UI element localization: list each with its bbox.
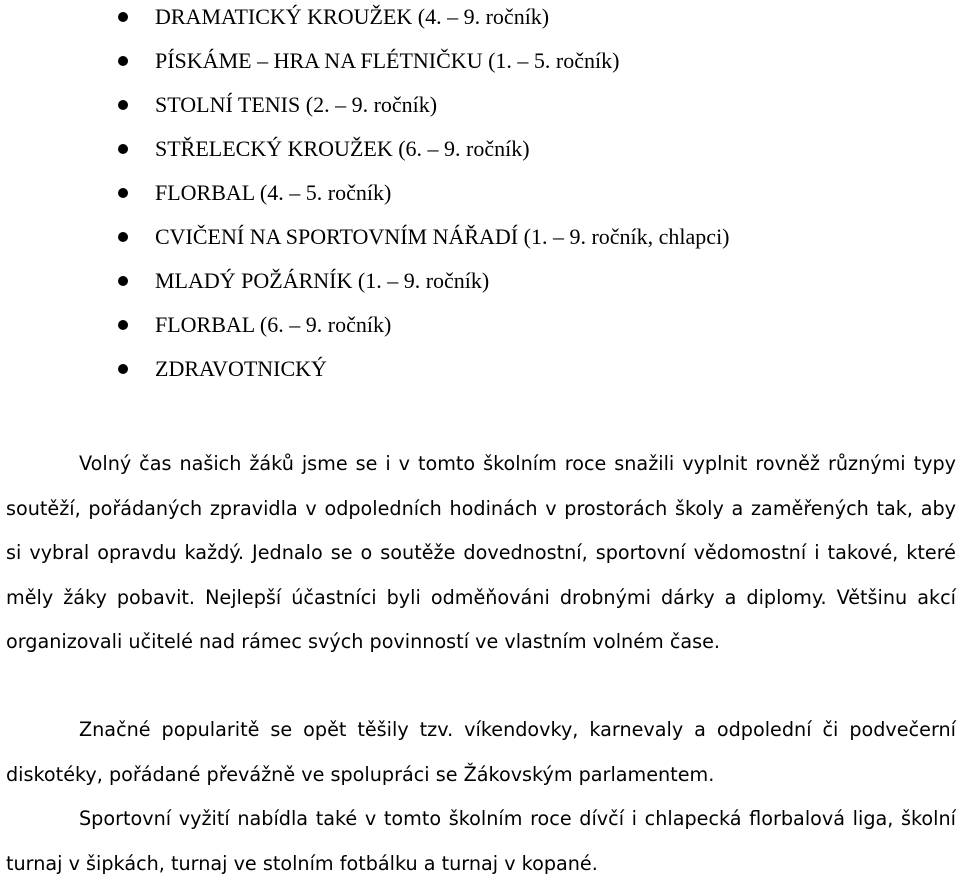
list-item — [0, 264, 960, 298]
list-item-text: FLORBAL (6. – 9. ročník) — [155, 312, 392, 337]
bullet-icon — [118, 100, 128, 110]
bullet-icon — [118, 364, 128, 374]
bullet-icon — [118, 232, 128, 242]
bullet-icon — [118, 12, 128, 22]
list-item-text: STŘELECKÝ KROUŽEK (6. – 9. ročník) — [155, 136, 530, 161]
list-item — [0, 132, 960, 166]
bullet-icon — [118, 56, 128, 66]
paragraph-leisure-competitions: Volný čas našich žáků jsme se i v tomto školním roce snažili vyplnit rovněž různými typy soutěží, pořádaných zpravidla v odpoledních hodinách v prostorách školy a zaměřených tak, aby si vybral opravdu každý. Jednalo se o soutěže dovednostní, sportovní vědomostní i takové, které měly žáky pobavit. Nejlepší účastníci byli odměňováni drobnými dárky a diplomy. Většinu akcí organizovali učitelé nad rámec svých povinností ve vlastním volném čase. — [6, 452, 956, 653]
bullet-icon — [118, 188, 128, 198]
list-item — [0, 352, 960, 386]
bullet-icon — [118, 320, 128, 330]
list-item — [0, 0, 960, 34]
paragraph-weekend-events: Značné popularitě se opět těšily tzv. víkendovky, karnevaly a odpolední či podvečerní diskotéky, pořádané převážně ve spolupráci se Žákovským parlamentem. — [6, 718, 956, 786]
list-item-text: CVIČENÍ NA SPORTOVNÍM NÁŘADÍ (1. – 9. ročník, chlapci) — [155, 224, 730, 249]
list-item — [0, 220, 960, 254]
paragraph-sports: Sportovní vyžití nabídla také v tomto školním roce dívčí i chlapecká florbalová liga, školní turnaj v šipkách, turnaj ve stolním fotbálku a turnaj v kopané. — [6, 807, 956, 875]
list-item — [0, 308, 960, 342]
list-item-text: ZDRAVOTNICKÝ — [155, 356, 327, 381]
list-item-text: FLORBAL (4. – 5. ročník) — [155, 180, 392, 205]
list-item — [0, 44, 960, 78]
list-item-text: STOLNÍ TENIS (2. – 9. ročník) — [155, 92, 438, 117]
bullet-icon — [118, 276, 128, 286]
list-item-text: MLADÝ POŽÁRNÍK (1. – 9. ročník) — [155, 268, 490, 293]
list-item — [0, 88, 960, 122]
list-item-text: PÍSKÁME – HRA NA FLÉTNIČKU (1. – 5. ročník) — [155, 48, 620, 73]
list-item — [0, 176, 960, 210]
bullet-icon — [118, 144, 128, 154]
list-item-text: DRAMATICKÝ KROUŽEK (4. – 9. ročník) — [155, 4, 550, 29]
